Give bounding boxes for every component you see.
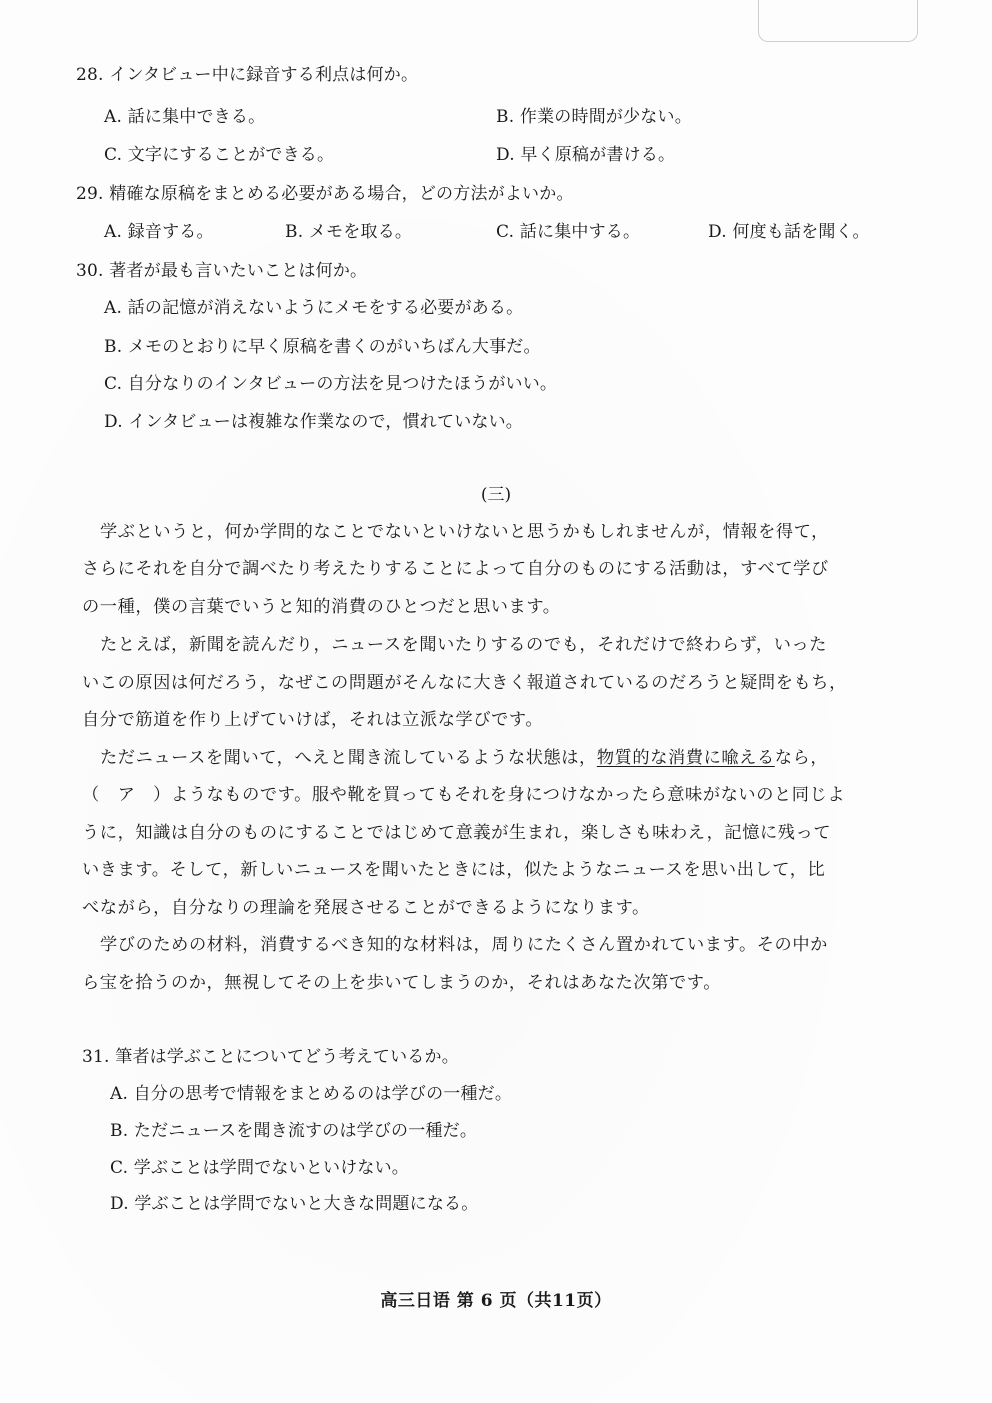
passage-line: （ ア ）ようなものです。服や靴を買ってもそれを身につけなかったら意味がないのと同じよ <box>82 785 846 805</box>
question-29: 29. 精確な原稿をまとめる必要がある場合，どの方法がよいか。 <box>76 184 574 204</box>
q30-option-b: B. メモのとおりに早く原稿を書くのがいちばん大事だ。 <box>104 337 541 357</box>
q28-option-d: D. 早く原稿が書ける。 <box>496 145 676 165</box>
passage-line: 学ぶというと，何か学問的なことでないといけないと思うかもしれませんが，情報を得て， <box>100 522 829 542</box>
passage-line: うに，知識は自分のものにすることではじめて意義が生まれ，楽しさも味わえ，記憶に残って <box>82 823 832 843</box>
q29-option-c: C. 話に集中する。 <box>496 222 641 242</box>
passage-text: なら， <box>774 748 829 768</box>
q31-option-b: B. ただニュースを聞き流すのは学びの一種だ。 <box>110 1121 478 1141</box>
header-stamp-box <box>758 0 918 42</box>
passage-line: さらにそれを自分で調べたり考えたりすることによって自分のものにする活動は，すべて学び <box>82 559 829 579</box>
passage-line: たとえば，新聞を読んだり，ニュースを聞いたりするのでも，それだけで終わらず，いった <box>100 635 828 655</box>
q29-option-a: A. 録音する。 <box>104 222 214 242</box>
page-footer: 高三日语 第 6 页（共11页） <box>380 1291 612 1311</box>
passage-line: いこの原因は何だろう，なぜこの問題がそんなに大きく報道されているのだろうと疑問をもち， <box>82 673 847 693</box>
q28-option-c: C. 文字にすることができる。 <box>104 145 335 165</box>
q28-option-b: B. 作業の時間が少ない。 <box>496 107 692 127</box>
passage-line: ら宝を拾うのか，無視してその上を歩いてしまうのか，それはあなた次第です。 <box>82 973 721 993</box>
question-31: 31. 筆者は学ぶことについてどう考えているか。 <box>82 1047 459 1067</box>
section-heading: (三) <box>480 485 512 505</box>
question-28: 28. インタビュー中に録音する利点は何か。 <box>76 65 419 85</box>
q31-option-d: D. 学ぶことは学問でないと大きな問題になる。 <box>110 1194 479 1214</box>
question-30: 30. 著者が最も言いたいことは何か。 <box>76 261 368 281</box>
passage-line: べながら，自分なりの理論を発展させることができるようになります。 <box>82 898 650 918</box>
q30-option-a: A. 話の記憶が消えないようにメモをする必要がある。 <box>104 298 524 318</box>
passage-text: ただニュースを聞いて，へえと聞き流しているような状態は， <box>100 748 597 768</box>
q30-option-c: C. 自分なりのインタビューの方法を見つけたほうがいい。 <box>104 374 558 394</box>
passage-line: いきます。そして，新しいニュースを聞いたときには，似たようなニュースを思い出して，比 <box>82 860 826 880</box>
passage-line: 学びのための材料，消費するべき知的な材料は，周りにたくさん置かれています。その中か <box>100 935 828 955</box>
underlined-phrase: 物質的な消費に喩える <box>596 748 775 768</box>
q29-option-d: D. 何度も話を聞く。 <box>708 222 870 242</box>
q30-option-d: D. インタビューは複雑な作業なので，慣れていない。 <box>104 412 524 432</box>
q28-option-a: A. 話に集中できる。 <box>104 107 266 127</box>
passage-line-underlined <box>100 747 828 769</box>
q31-option-a: A. 自分の思考で情報をまとめるのは学びの一種だ。 <box>110 1084 513 1104</box>
q31-option-c: C. 学ぶことは学問でないといけない。 <box>110 1158 410 1178</box>
passage-line: 自分で筋道を作り上げていけば，それは立派な学びです。 <box>82 710 544 730</box>
passage-line: の一種，僕の言葉でいうと知的消費のひとつだと思います。 <box>82 597 561 617</box>
q29-option-b: B. メモを取る。 <box>285 222 413 242</box>
